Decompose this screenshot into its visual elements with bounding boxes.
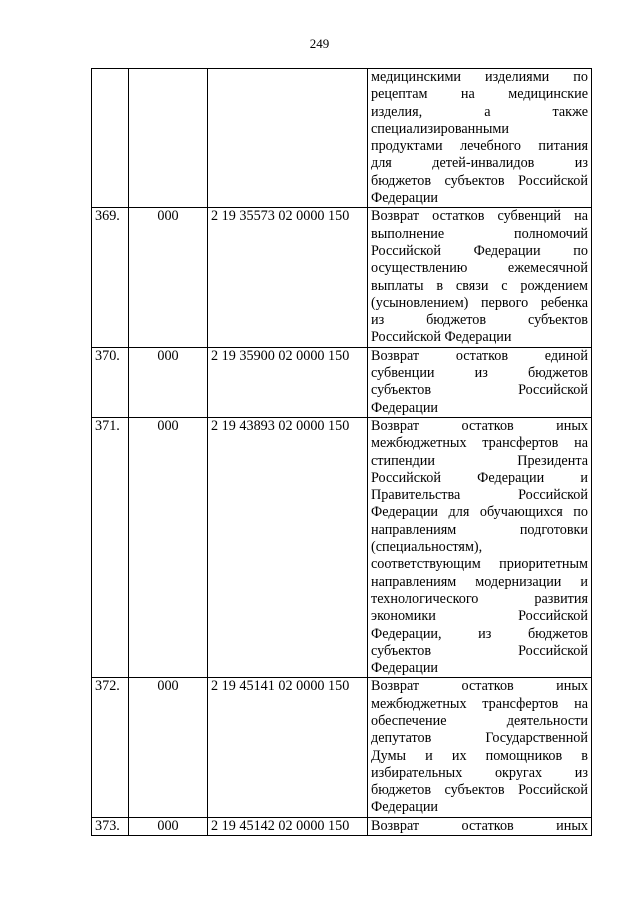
- row-number-cell: 369.: [92, 208, 129, 347]
- admin-code-cell: 000: [129, 817, 208, 835]
- description-line: рецептам на медицинские: [371, 86, 588, 103]
- table-row: [92, 208, 592, 347]
- description-line: из бюджетов субъектов: [371, 312, 588, 329]
- admin-code-cell: [129, 69, 208, 208]
- description-line: Возврат остатков иных: [371, 817, 588, 834]
- description-line: направлениям подготовки: [371, 521, 588, 538]
- description-line: субъектов Российской: [371, 642, 588, 659]
- budget-codes-table: [91, 68, 592, 836]
- description-line: соответствующим приоритетным: [371, 556, 588, 573]
- description-line: Возврат остатков единой: [371, 347, 588, 364]
- description-line: изделия, а также: [371, 103, 588, 120]
- description-line: стипендии Президента: [371, 452, 588, 469]
- description-line: Федерации, из бюджетов: [371, 625, 588, 642]
- admin-code-cell: 000: [129, 208, 208, 347]
- description-line: Федерации для обучающихся по: [371, 504, 588, 521]
- description-line: бюджетов субъектов Российской: [371, 172, 588, 189]
- admin-code-cell: 000: [129, 417, 208, 677]
- description-cell: [368, 347, 592, 417]
- table-row: [92, 69, 592, 208]
- description-line: Федерации: [371, 399, 439, 416]
- description-line: Правительства Российской: [371, 487, 588, 504]
- description-line: Возврат остатков иных: [371, 678, 588, 695]
- description-line: (усыновлением) первого ребенка: [371, 294, 588, 311]
- description-cell: [368, 208, 592, 347]
- description-cell: [368, 69, 592, 208]
- budget-code-cell: 2 19 43893 02 0000 150: [208, 417, 368, 677]
- row-number-cell: 370.: [92, 347, 129, 417]
- description-line: Возврат остатков субвенций на: [371, 208, 588, 225]
- row-number-cell: 372.: [92, 678, 129, 817]
- table-row: [92, 417, 592, 677]
- description-line: (специальностям),: [371, 539, 483, 556]
- description-line: Российской Федерации: [371, 329, 512, 346]
- description-line: Российской Федерации и: [371, 469, 588, 486]
- row-number-cell: 373.: [92, 817, 129, 835]
- description-line: Федерации: [371, 660, 439, 677]
- description-line: Федерации: [371, 799, 439, 816]
- admin-code-cell: 000: [129, 678, 208, 817]
- description-line: Российской Федерации по: [371, 242, 588, 259]
- description-line: экономики Российской: [371, 608, 588, 625]
- description-line: осуществлению ежемесячной: [371, 260, 588, 277]
- table-row: [92, 817, 592, 835]
- description-line: субвенции из бюджетов: [371, 365, 588, 382]
- description-line: медицинскими изделиями по: [371, 69, 588, 85]
- description-line: Думы и их помощников в: [371, 747, 588, 764]
- row-number-cell: [92, 69, 129, 208]
- budget-code-cell: 2 19 45141 02 0000 150: [208, 678, 368, 817]
- row-number-cell: 371.: [92, 417, 129, 677]
- description-cell: [368, 817, 592, 835]
- table-row: [92, 347, 592, 417]
- description-line: депутатов Государственной: [371, 730, 588, 747]
- description-line: продуктами лечебного питания: [371, 138, 588, 155]
- description-line: бюджетов субъектов Российской: [371, 782, 588, 799]
- description-line: выплаты в связи с рождением: [371, 277, 588, 294]
- admin-code-cell: 000: [129, 347, 208, 417]
- budget-code-cell: 2 19 35900 02 0000 150: [208, 347, 368, 417]
- description-line: для детей-инвалидов из: [371, 155, 588, 172]
- description-line: технологического развития: [371, 590, 588, 607]
- table-row: [92, 678, 592, 817]
- description-line: Федерации: [371, 190, 439, 207]
- description-line: специализированными: [371, 120, 509, 137]
- budget-code-cell: [208, 69, 368, 208]
- budget-code-cell: 2 19 35573 02 0000 150: [208, 208, 368, 347]
- description-line: выполнение полномочий: [371, 225, 588, 242]
- page-number: 249: [309, 36, 330, 51]
- table-body: [92, 69, 592, 836]
- description-line: обеспечение деятельности: [371, 712, 588, 729]
- description-line: избирательных округах из: [371, 764, 588, 781]
- description-line: направлениям модернизации и: [371, 573, 588, 590]
- description-line: Возврат остатков иных: [371, 417, 588, 434]
- description-line: субъектов Российской: [371, 382, 588, 399]
- description-cell: [368, 417, 592, 677]
- description-line: межбюджетных трансфертов на: [371, 435, 588, 452]
- budget-code-cell: 2 19 45142 02 0000 150: [208, 817, 368, 835]
- description-line: межбюджетных трансфертов на: [371, 695, 588, 712]
- description-cell: [368, 678, 592, 817]
